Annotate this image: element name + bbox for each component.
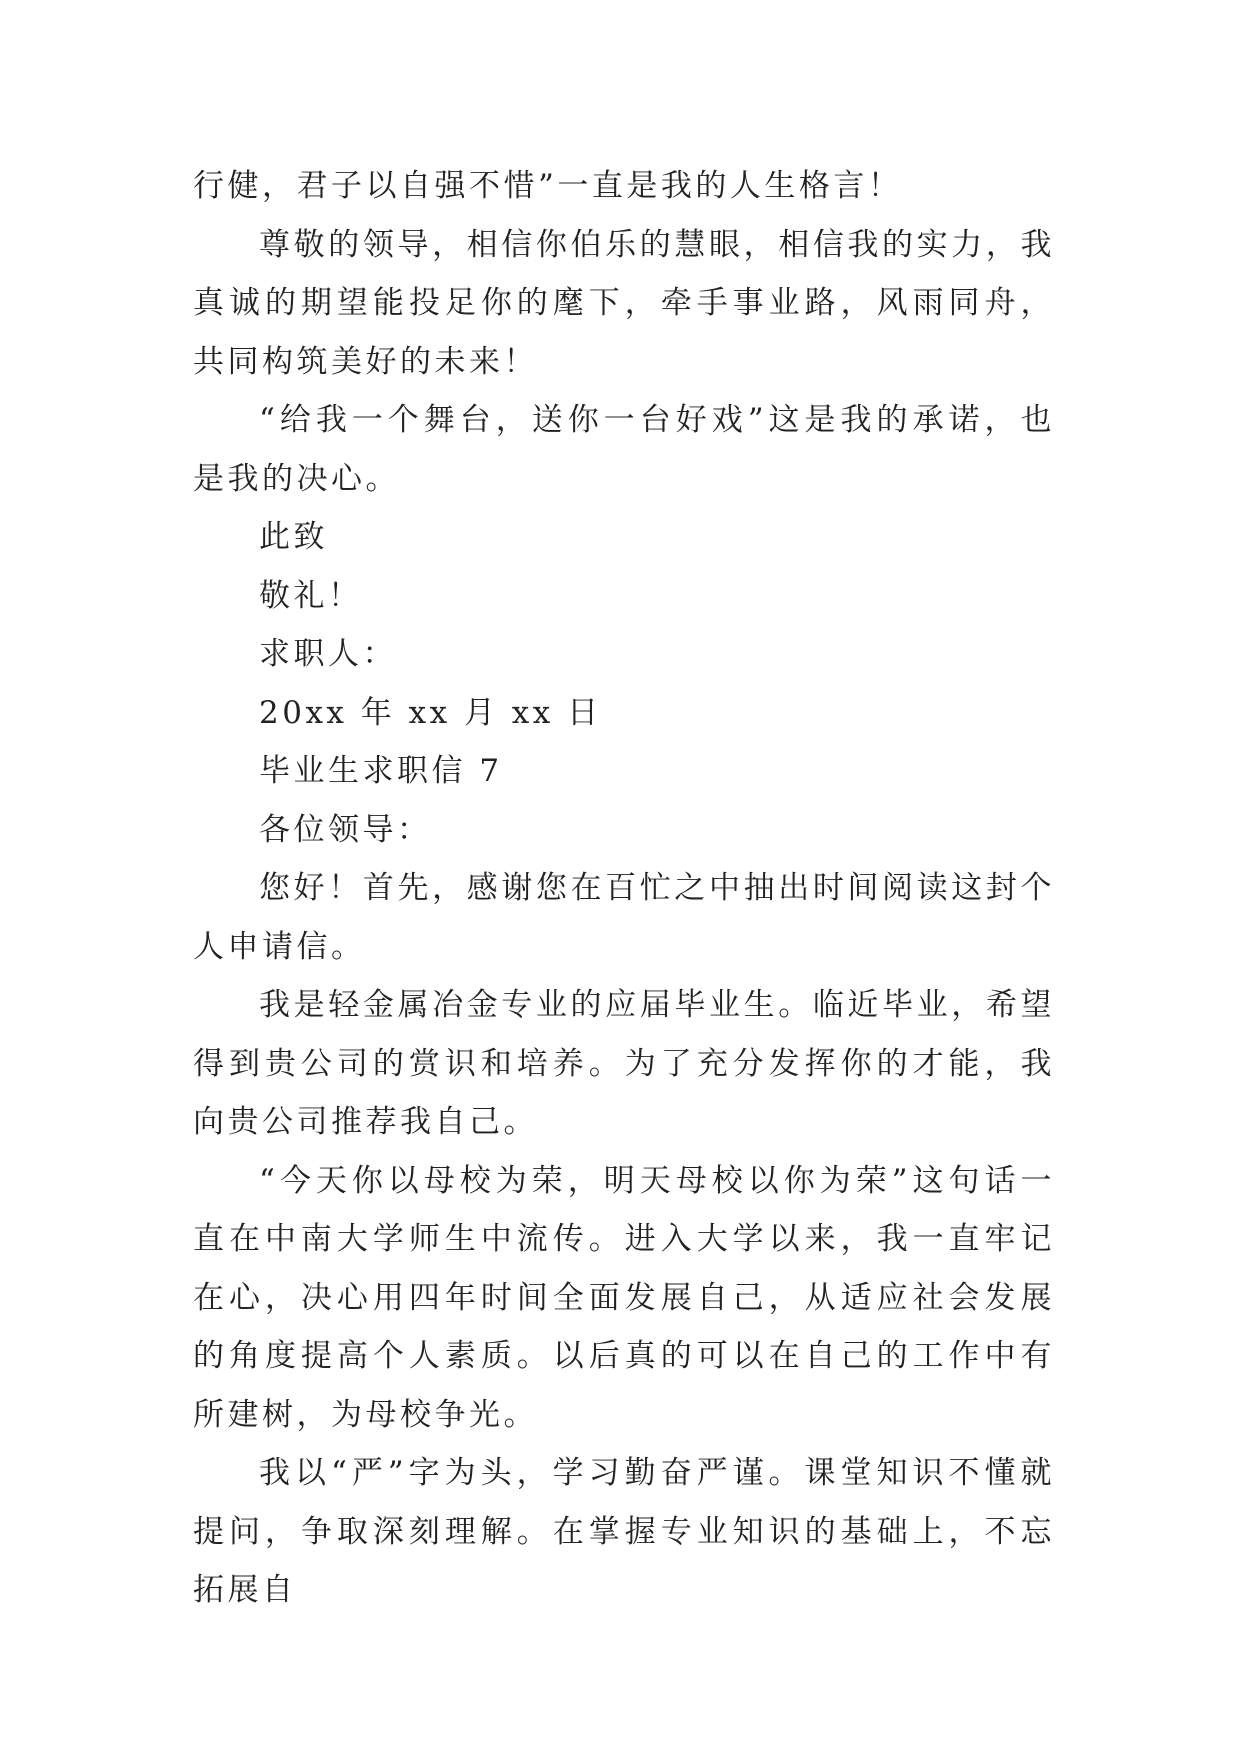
paragraph-thanks: 您好！首先，感谢您在百忙之中抽出时间阅读这封个人申请信。 [193, 870, 1055, 965]
document-body [193, 157, 1055, 1620]
applicant-signature: 求职人： [259, 636, 397, 672]
paragraph-introduction: 我是轻金属冶金专业的应届毕业生。临近毕业，希望得到贵公司的赏识和培养。为了充分发挥你的才能，我向贵公司推荐我自己。 [193, 987, 1055, 1140]
closing-salutation: 此致 [259, 519, 328, 555]
greeting: 各位领导： [259, 811, 432, 848]
paragraph-motto-end: 行健，君子以自强不惜”一直是我的人生格言！ [193, 168, 903, 204]
paragraph-trust: 尊敬的领导，相信你伯乐的慧眼，相信我的实力，我真诚的期望能投足你的麾下，牵手事业路，风雨同舟，共同构筑美好的未来！ [193, 226, 1055, 380]
paragraph-study: 我以“严”字为头，学习勤奋严谨。课堂知识不懂就提问，争取深刻理解。在掌握专业知识的基础上，不忘拓展自 [193, 1455, 1055, 1608]
paragraph-alma-mater: “今天你以母校为荣，明天母校以你为荣”这句话一直在中南大学师生中流传。进入大学以来，我一直牢记在心，决心用四年时间全面发展自己，从适应社会发展的角度提高个人素质。以后真的可以在自己的工作中有所建树，为母校争光。 [193, 1162, 1055, 1433]
letter-date: 20xx 年 xx 月 xx 日 [259, 694, 602, 731]
closing-respect: 敬礼！ [259, 577, 363, 614]
paragraph-promise: “给我一个舞台，送你一台好戏”这是我的承诺，也是我的决心。 [193, 402, 1055, 497]
section-title: 毕业生求职信 7 [259, 753, 503, 789]
